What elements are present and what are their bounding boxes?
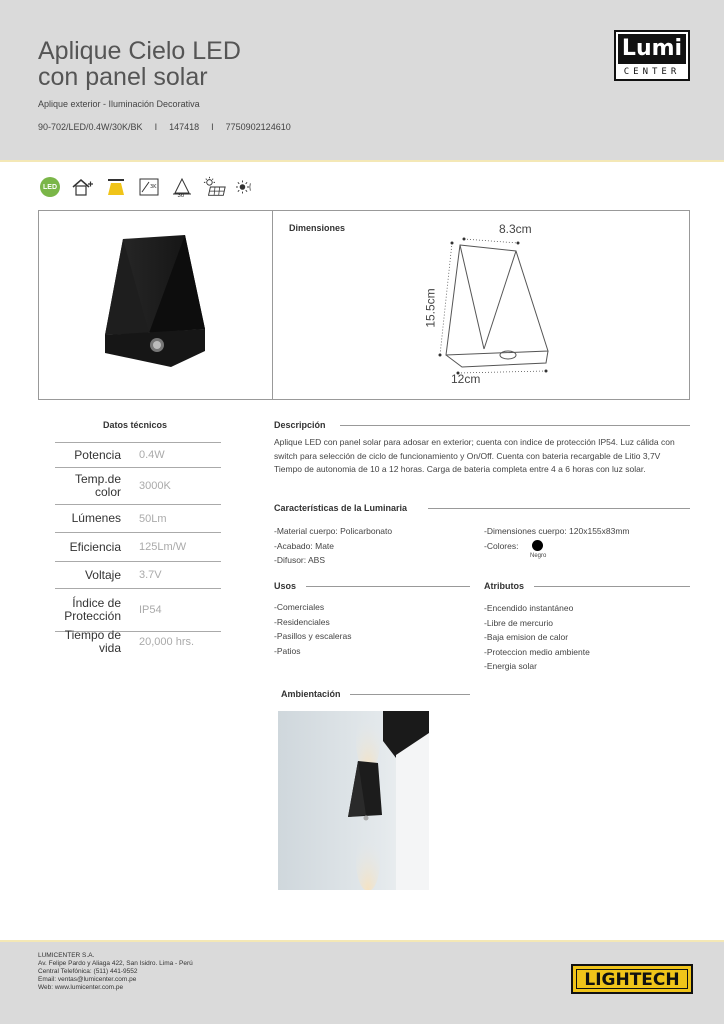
spec-row — [55, 627, 221, 655]
lumicenter-logo — [614, 30, 690, 81]
product-title — [38, 38, 398, 90]
list-item: -Residenciales — [274, 616, 330, 627]
list-item: -Acabado: Mate — [274, 540, 335, 551]
list-item: -Libre de mercurio — [484, 617, 553, 628]
ceiling-light-icon — [104, 175, 128, 199]
led-icon — [38, 175, 62, 199]
descripcion-title: Descripción — [274, 420, 326, 430]
dimension-height: 15.5cm — [423, 288, 438, 328]
product-photo — [101, 233, 211, 373]
datos-tecnicos-table — [55, 442, 221, 655]
spec-label: Potencia — [74, 447, 121, 462]
section-rule — [534, 586, 690, 587]
list-item: -Difusor: ABS — [274, 555, 326, 565]
spec-row — [55, 588, 221, 631]
logo-subtext: CENTER — [623, 67, 681, 77]
company-street: Av. Felipe Pardo y Aliaga 422, San Isidro. Lima - Perú — [38, 960, 193, 967]
model-code: 90-702/LED/0.4W/30K/BK — [38, 122, 143, 132]
colors-label: -Colores: — [484, 540, 519, 551]
spec-row — [55, 504, 221, 532]
spec-label: Temp.de color — [74, 472, 121, 499]
ean-code: 7750902124610 — [225, 122, 291, 132]
list-item: -Patios — [274, 645, 301, 656]
list-item: -Dimensiones cuerpo: 120x155x83mm — [484, 526, 630, 536]
caracteristicas-right-list — [484, 524, 630, 553]
spec-value: 0.4W — [139, 449, 165, 461]
descripcion-text: Aplique LED con panel solar para adosar en exterior; cuenta con indice de protección IP54. Luz cálida con switch para selección de ciclo de funcionamiento y On/Off. Cuenta con bateria recargable de Litio 3,7V Tiempo de autonomia de 10 a 12 horas. Carga de bateria completa entre 4 a 6 horas con luz solar. — [274, 437, 675, 474]
ambientacion-title: Ambientación — [281, 689, 341, 699]
spec-row — [55, 467, 221, 504]
list-item: -Proteccion medio ambiente — [484, 646, 590, 657]
header-accent-line — [0, 160, 724, 162]
dimension-width: 8.3cm — [499, 222, 532, 236]
code-separator: I — [211, 122, 214, 132]
day-night-icon — [236, 175, 260, 199]
product-box — [38, 210, 690, 400]
product-subtitle: Aplique exterior - Iluminación Decorativa — [38, 99, 200, 109]
ambient-photo — [278, 711, 429, 890]
outdoor-house-icon — [71, 175, 95, 199]
feature-icons-row — [38, 172, 260, 202]
svg-text:3K: 3K — [150, 184, 157, 190]
section-rule — [306, 586, 470, 587]
list-item: -Material cuerpo: Policarbonato — [274, 526, 393, 536]
beam-angle-icon — [170, 175, 194, 199]
spec-label: Eficiencia — [69, 539, 121, 554]
dimension-drawing — [434, 233, 564, 383]
spec-row — [55, 561, 221, 588]
led-badge: LED — [40, 177, 60, 197]
list-item: -Pasillos y escaleras — [274, 631, 352, 641]
color-swatch-label: Negro — [530, 553, 547, 559]
company-web[interactable]: Web: www.lumicenter.com.pe — [38, 984, 124, 991]
lightech-wordmark: LIGHTECH — [576, 969, 688, 989]
spec-value: 50Lm — [139, 512, 167, 525]
list-item: -Energia solar — [484, 661, 537, 671]
caracteristicas-left-list — [274, 524, 392, 568]
atributos-title: Atributos — [484, 581, 524, 591]
code-separator: I — [154, 122, 158, 132]
color-swatch-black — [532, 540, 543, 551]
spec-value: 3000K — [139, 480, 171, 492]
dimension-depth: 12cm — [451, 372, 481, 386]
spec-label: Índice de Protección — [64, 596, 121, 623]
company-email[interactable]: Email: ventas@lumicenter.com.pe — [38, 976, 137, 983]
product-title-line2: con panel solar — [38, 63, 208, 91]
company-phone: Central Telefónica: (511) 441-9552 — [38, 968, 138, 975]
solar-panel-icon — [203, 175, 227, 199]
colors-item — [484, 539, 630, 554]
spec-row — [55, 442, 221, 467]
company-name: LUMICENTER S.A. — [38, 952, 95, 959]
spec-label: Lúmenes — [71, 511, 121, 525]
color-temperature-icon — [137, 175, 161, 199]
spec-row — [55, 532, 221, 561]
usos-list — [274, 600, 351, 658]
ambient-photo-graphic — [278, 711, 429, 890]
section-rule — [350, 694, 470, 695]
list-item: -Encendido instantáneo — [484, 603, 574, 613]
list-item: -Comerciales — [274, 602, 325, 612]
spec-value: 20,000 hrs. — [139, 635, 195, 648]
lightech-logo — [571, 964, 693, 994]
product-codes — [38, 122, 291, 132]
box-divider — [272, 211, 273, 399]
beam-angle-label: 36° — [177, 193, 187, 199]
datos-tecnicos-title: Datos técnicos — [103, 420, 168, 430]
list-item: -Baja emision de calor — [484, 632, 569, 642]
spec-value: 125Lm/W — [139, 541, 187, 553]
product-title-line1: Aplique Cielo LED — [38, 37, 241, 65]
section-rule — [340, 425, 690, 426]
logo-wordmark: Lumi — [618, 34, 686, 64]
spec-value: IP54 — [139, 604, 162, 616]
dimensions-label: Dimensiones — [289, 223, 346, 233]
company-address — [38, 952, 193, 992]
atributos-list — [484, 601, 590, 674]
spec-label: Voltaje — [84, 567, 121, 582]
section-rule — [428, 508, 690, 509]
spec-label: Tiempo de vida — [64, 627, 121, 655]
spec-value: 3.7V — [139, 569, 162, 581]
product-id: 147418 — [169, 122, 200, 132]
caracteristicas-title: Características de la Luminaria — [274, 503, 408, 513]
usos-title: Usos — [274, 581, 297, 591]
